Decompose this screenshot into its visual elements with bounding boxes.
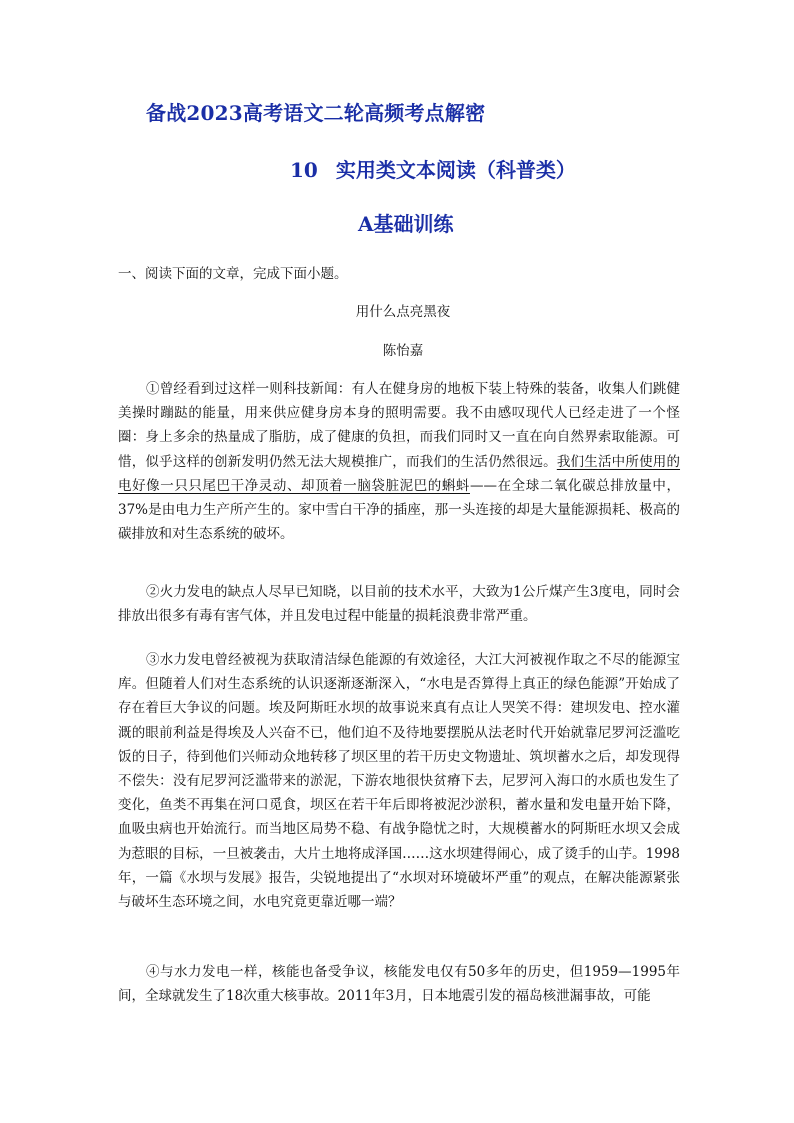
chapter-number: 10	[290, 158, 318, 182]
section-title: A基础训练	[358, 212, 454, 236]
chapter-name: 实用类文本阅读（科普类）	[335, 158, 576, 182]
article-paragraph-3: ③水力发电曾经被视为获取清洁绿色能源的有效途径，大江大河被视作取之不尽的能源宝库。但随着人们对生态系统的认识逐渐逐渐深入，“水电是否算得上真正的绿色能源”开始成了存在着巨大争议的问题。埃及阿斯旺水坝的故事说来真有点让人哭笑不得：建坝发电、控水灌溉的眼前利益是得埃及人兴奋不已，他们迫不及待地要摆脱从法老时代开始就靠尼罗河泛滥吃饭的日子，待到他们兴师动众地转移了坝区里的若干历史文物遗址、筑坝蓄水之后，却发现得不偿失：没有尼罗河泛滥带来的淤泥，下游农地很快贫瘠下去，尼罗河入海口的水质也发生了变化，鱼类不再集在河口觅食，坝区在若干年后即将被泥沙淤积，蓄水量和发电量开始下降，血吸虫病也开始流行。而当地区局势不稳、有战争隐忧之时，大规模蓄水的阿斯旺水坝又会成为惹眼的目标，一旦被袭击，大片土地将成泽国……这水坝建得闹心，成了烫手的山芋。1998年，一篇《水坝与发展》报告，尖锐地提出了“水坝对环境破坏严重”的观点，在解决能源紧张与破坏生态环境之间，水电究竟更靠近哪一端？	[118, 652, 680, 911]
paragraph-text: ——在全球二氧化碳总排放量中，37%是由电力生产所产生的。家中雪白干净的插座，那一头连接的却是大量能源损耗、极高的碳排放和对生态系统的破坏。	[118, 477, 681, 543]
document-title: 备战2023高考语文二轮高频考点解密	[146, 101, 486, 125]
article-paragraph-1	[118, 377, 680, 546]
question-instruction: 一、阅读下面的文章，完成下面小题。	[118, 266, 348, 282]
paragraph-text: ①曾经看到过这样一则科技新闻：有人在健身房的地板下装上特殊的装备，收集人们跳健美操时蹦跶的能量，用来供应健身房本身的照明需要。我不由感叹现代人已经走进了一个怪圈：身上多余的热量成了脂肪，成了健康的负担，而我们同时又一直在向自然界索取能源。可惜，似乎这样的创新发明仍然无法大规模推广，而我们的生活仍然很远。	[118, 381, 680, 470]
article-title: 用什么点亮黑夜	[355, 304, 451, 320]
article-author: 陈怡嘉	[382, 343, 424, 359]
article-paragraph-2: ②火力发电的缺点人尽早已知晓，以目前的技术水平，大致为1公斤煤产生3度电，同时会排放出很多有毒有害气体，并且发电过程中能量的损耗浪费非常严重。	[118, 584, 680, 625]
chapter-title	[290, 154, 576, 183]
article-paragraph-4: ④与水力发电一样，核能也备受争议，核能发电仅有50多年的历史，但1959—1995年间，全球就发生了18次重大核事故。2011年3月，日本地震引发的福岛核泄漏事故，可能	[118, 964, 680, 1005]
underlined-sentence: 我们生活中所使用的电好像一只只尾巴干净灵动、却顶着一脑袋脏泥巴的蝌蚪	[118, 453, 681, 494]
